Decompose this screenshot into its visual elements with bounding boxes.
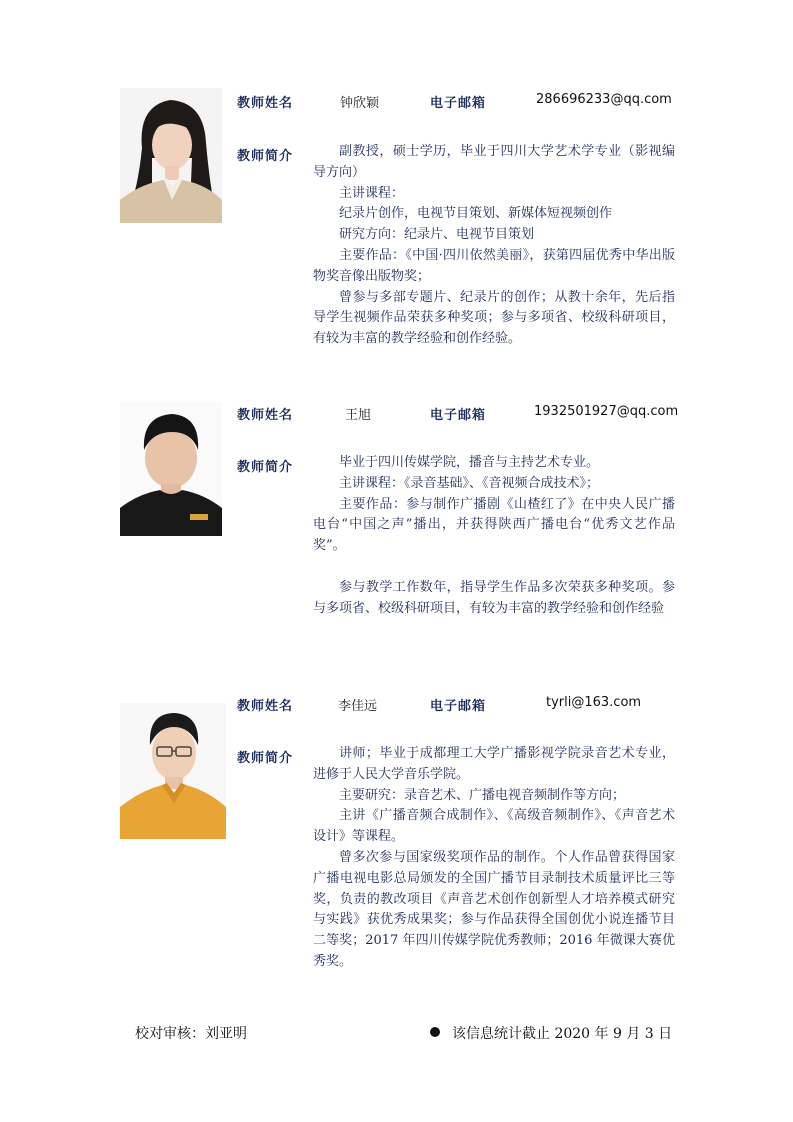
bio-paragraph: 主要研究：录音艺术、广播电视音频制作等方向； [339, 787, 626, 803]
teacher-name: 王旭 [345, 408, 372, 423]
teacher-photo-3 [120, 703, 226, 839]
intro-label: 教师简介 [237, 460, 294, 475]
bio-paragraph: 主要作品：《中国·四川依然美丽》，获第四届优秀中华出版物奖音像出版物奖； [313, 247, 675, 284]
stats-date-text: 该信息统计截止 2020 年 9 月 3 日 [452, 1026, 673, 1042]
teacher-name-label: 教师姓名 [237, 408, 294, 423]
bio-paragraph: 参与教学工作数年，指导学生作品多次荣获多种奖项。参与多项省、校级科研项目，有较为丰富的教学经验和创作经验 [313, 579, 675, 616]
teacher-photo-1 [120, 88, 222, 223]
bio-paragraph: 主讲《广播音频合成制作》、《高级音频制作》、《声音艺术设计》等课程。 [313, 808, 675, 845]
intro-label: 教师简介 [237, 149, 294, 164]
intro-label: 教师简介 [237, 751, 294, 766]
bio-paragraph: 副教授，硕士学历，毕业于四川大学艺术学专业（影视编导方向） [313, 144, 675, 180]
teacher-bio [313, 453, 675, 619]
email-label: 电子邮箱 [430, 699, 487, 714]
teacher-name-label: 教师姓名 [237, 96, 294, 111]
bio-paragraph: 主要作品：参与制作广播剧《山楂红了》在中央人民广播电台“中国之声”播出，并获得陕西广播电台“优秀文艺作品奖”。 [313, 496, 675, 554]
bio-paragraph: 毕业于四川传媒学院，播音与主持艺术专业。 [339, 455, 600, 470]
teacher-email[interactable]: 286696233@qq.com [536, 92, 672, 107]
teacher-bio [313, 744, 675, 973]
bio-paragraph: 主讲课程：《录音基础》、《音视频合成技术》； [339, 475, 600, 491]
teacher-bio [313, 142, 675, 350]
teacher-name-label: 教师姓名 [237, 699, 294, 714]
email-label: 电子邮箱 [430, 96, 487, 111]
teacher-name: 李佳远 [338, 699, 378, 714]
email-label: 电子邮箱 [430, 408, 487, 423]
reviewer-note: 校对审核：刘亚明 [135, 1026, 247, 1042]
bio-paragraph: 研究方向：纪录片、电视节目策划 [339, 227, 535, 243]
teacher-name: 钟欣颖 [340, 96, 380, 111]
teacher-photo-2 [120, 402, 222, 536]
bio-paragraph: 曾参与多部专题片、纪录片的创作；从教十余年，先后指导学生视频作品荣获多种奖项；参与多项省、校级科研项目，有较为丰富的教学经验和创作经验。 [313, 289, 675, 347]
stats-date-note [430, 1023, 672, 1043]
teacher-email[interactable]: tyrli@163.com [546, 695, 642, 710]
bio-paragraph: 主讲课程： [339, 185, 405, 201]
bullet-icon [430, 1027, 440, 1037]
teacher-email[interactable]: 1932501927@qq.com [534, 404, 679, 419]
bio-paragraph: 纪录片创作，电视节目策划、新媒体短视频创作 [339, 206, 613, 222]
bio-paragraph: 曾多次参与国家级奖项作品的制作。个人作品曾获得国家广播电视电影总局颁发的全国广播节目录制技术质量评比三等奖，负责的教改项目《声音艺术创作创新型人才培养模式研究与实践》获优秀成果奖；参与作品获得全国创优小说连播节目二等奖；2017 年四川传媒学院优秀教师；2016 年微课大赛优秀奖。 [313, 849, 675, 969]
bio-paragraph: 讲师；毕业于成都理工大学广播影视学院录音艺术专业，进修于人民大学音乐学院。 [313, 746, 675, 782]
